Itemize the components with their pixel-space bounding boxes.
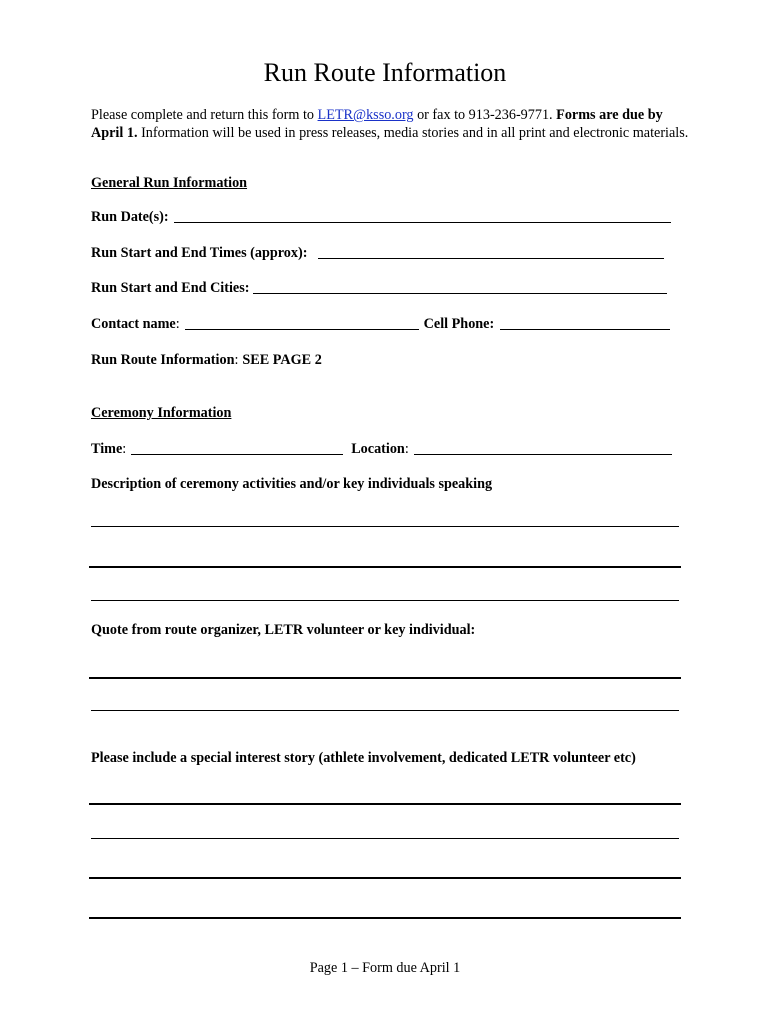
story-line-2[interactable] (91, 838, 679, 839)
location-label: Location: (351, 441, 409, 457)
description-line-1[interactable] (91, 526, 679, 527)
route-info-row (91, 349, 322, 369)
intro-paragraph (91, 106, 691, 142)
story-line-1[interactable] (89, 803, 681, 805)
cell-phone-label: Cell Phone: (423, 316, 495, 332)
time-label: Time: (91, 441, 127, 457)
description-prompt: Description of ceremony activities and/or key individuals speaking (91, 476, 493, 492)
start-end-cities-row (91, 277, 667, 297)
story-line-3[interactable] (89, 877, 681, 879)
general-run-heading: General Run Information (91, 175, 248, 191)
time-field[interactable] (131, 453, 343, 455)
page-title: Run Route Information (263, 58, 507, 87)
start-end-times-row (91, 242, 664, 262)
cell-phone-field[interactable] (500, 328, 670, 330)
description-line-2[interactable] (89, 566, 681, 568)
story-prompt: Please include a special interest story (athlete involvement, dedicated LETR volunteer etc) (91, 750, 636, 766)
page-footer: Page 1 – Form due April 1 (309, 960, 461, 976)
contact-name-label: Contact name: (91, 316, 180, 332)
intro-deadline: Forms are due by April 1. (91, 107, 663, 141)
contact-name-field[interactable] (185, 328, 419, 330)
run-dates-label: Run Date(s): (91, 209, 169, 225)
intro-text-2: or fax to 913-236-9771. (413, 107, 557, 123)
start-end-cities-label: Run Start and End Cities: (91, 280, 250, 296)
email-link[interactable]: LETR@ksso.org (317, 107, 414, 123)
ceremony-heading: Ceremony Information (91, 405, 232, 421)
quote-prompt: Quote from route organizer, LETR volunteer or key individual: (91, 622, 476, 638)
run-dates-field[interactable] (174, 221, 671, 223)
intro-text-3: Information will be used in press releases, media stories and in all print and electronic materials. (137, 125, 689, 141)
contact-row (91, 313, 670, 333)
start-end-times-field[interactable] (318, 257, 664, 259)
run-dates-row (91, 206, 671, 226)
time-location-row (91, 438, 672, 458)
quote-line-1[interactable] (89, 677, 681, 679)
start-end-times-label: Run Start and End Times (approx): (91, 245, 308, 261)
description-line-3[interactable] (91, 600, 679, 601)
location-field[interactable] (414, 453, 672, 455)
quote-line-2[interactable] (91, 710, 679, 711)
story-line-4[interactable] (89, 917, 681, 919)
route-info-label: Run Route Information: (91, 352, 239, 368)
start-end-cities-field[interactable] (253, 292, 667, 294)
intro-text-1: Please complete and return this form to (91, 107, 318, 123)
route-info-value: SEE PAGE 2 (242, 352, 322, 368)
